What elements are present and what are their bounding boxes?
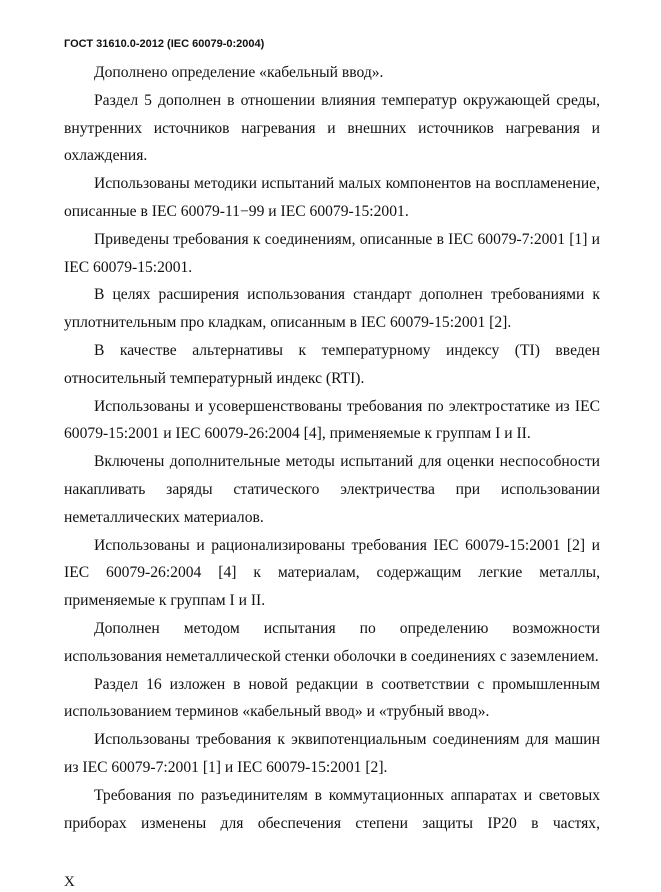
paragraph-7: Использованы и усовершенствованы требования по электростатике из IEC 60079-15:2001 и IEC 60079-26:2004 [4], применяемые к группам I и II. xyxy=(64,397,600,443)
paragraph-4: Приведены требования к соединениям, описанные в IEC 60079-7:2001 [1] и IEC 60079-15:2001. xyxy=(64,230,600,276)
document-body xyxy=(64,59,600,837)
paragraph-10: Дополнен методом испытания по определению возможности использования неметаллической стенки оболочки в соединениях с заземлением. xyxy=(64,619,600,665)
paragraph-13: Требования по разъединителям в коммутационных аппаратах и световых приборах изменены для обеспечения степени защиты IP20 в частях, xyxy=(64,786,600,832)
paragraph-6: В качестве альтернативы к температурному индексу (TI) введен относительный температурный индекс (RTI). xyxy=(64,341,600,387)
paragraph-1: Дополнено определение «кабельный ввод». xyxy=(94,64,384,81)
paragraph-12: Использованы требования к эквипотенциальным соединениям для машин из IEC 60079-7:2001 [1] и IEC 60079-15:2001 [2]. xyxy=(64,731,600,776)
paragraph-5: В целях расширения использования стандарт дополнен требованиями к уплотнительным про кладкам, описанным в IEC 60079-15:2001 [2]. xyxy=(64,286,600,332)
paragraph-2: Раздел 5 дополнен в отношении влияния температур окружающей среды, внутренних источников нагревания и внешних источников нагревания и охлаждения. xyxy=(64,91,600,165)
paragraph-3: Использованы методики испытаний малых компонентов на воспламенение, описанные в IEC 60079-11−99 и IEC 60079-15:2001. xyxy=(64,175,600,220)
page-number: X xyxy=(64,874,75,890)
paragraph-11: Раздел 16 изложен в новой редакции в соответствии с промышленным использованием терминов «кабельный ввод» и «трубный ввод». xyxy=(64,675,600,721)
paragraph-8: Включены дополнительные методы испытаний для оценки неспособности накапливать заряды статического электричества при использовании неметаллических материалов. xyxy=(64,453,600,526)
document-header: ГОСТ 31610.0-2012 (IEC 60079-0:2004) xyxy=(64,38,265,50)
paragraph-9: Использованы и рационализированы требования IEC 60079-15:2001 [2] и IEC 60079-26:2004 [4] к материалам, содержащим легкие металлы, применяемые к группам I и II. xyxy=(64,536,600,610)
